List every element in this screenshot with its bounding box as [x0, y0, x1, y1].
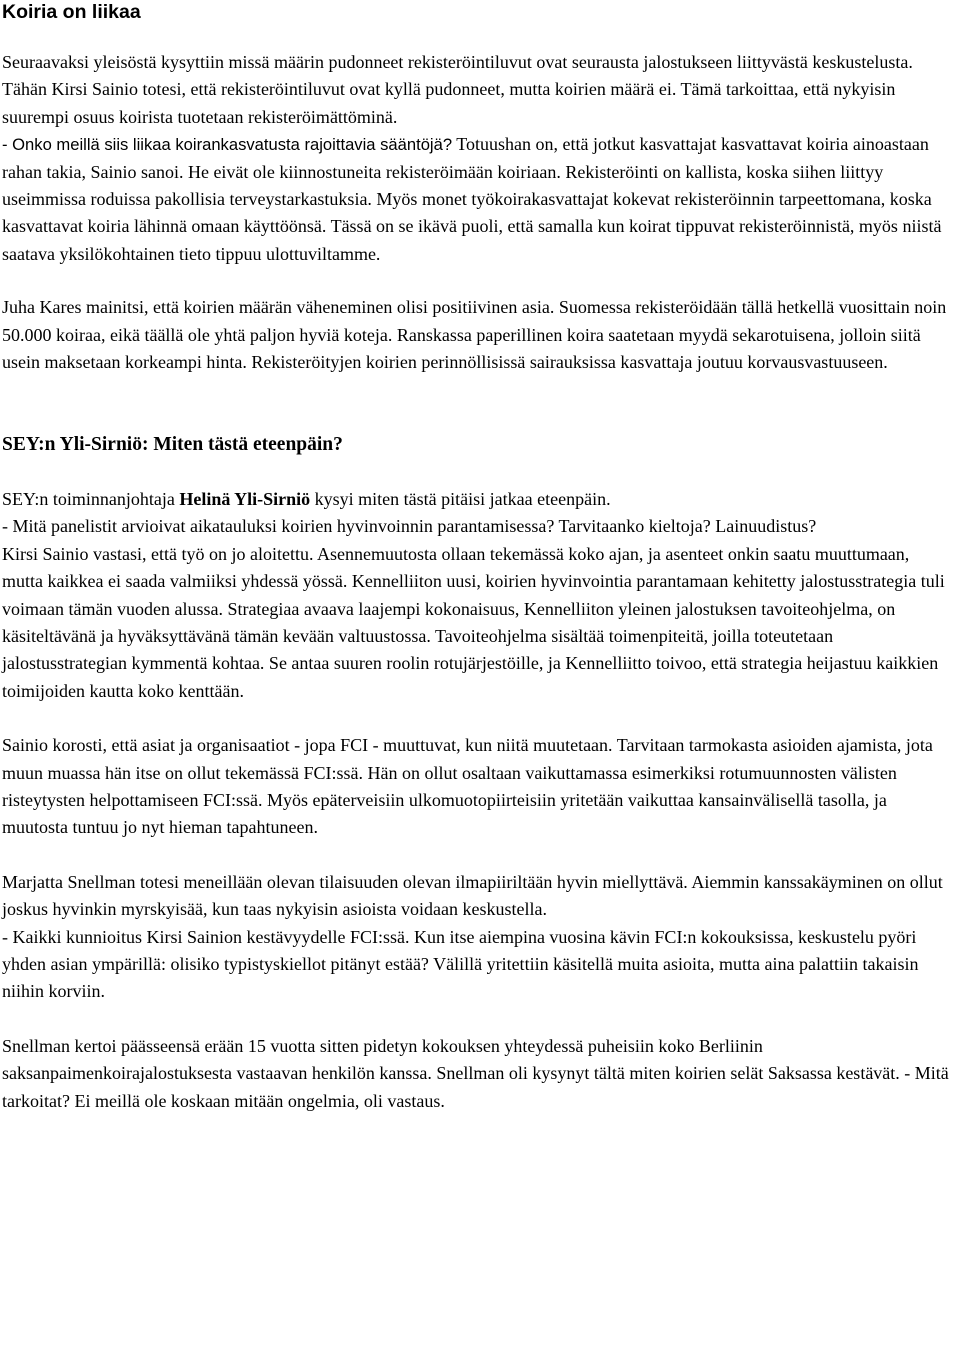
paragraph-text: Marjatta Snellman totesi meneillään olevan tilaisuuden olevan ilmapiiriltään hyvin miellyttävä. Aiemmin kanssakäyminen on ollut joskus hyvinkin myrskyisää, kun taas nykyisin asioista voidaan keskustella.: [2, 871, 943, 920]
paragraph-text: Totuushan on, että jotkut kasvattajat kasvattavat koiria ainoastaan rahan takia, Sainio sanoi. He eivät ole kiinnostuneita rekisteröimään koiriaan. Rekisteröinti on kallista, koska siihen liittyy useimmissa roduissa pakollisia terveystarkastuksia. Myös monet työkoirakasvattajat kokevat rekisteröinnin tarpeettomana, koska kasvattavat koiria lähinnä omaan käyttöönsä. Tässä on se ikävä puoli, että samalla kun koirat tippuvat rekisteröinnistä, myös niistä saatava yksilökohtainen tieto tippuu ulottuviltamme.: [2, 134, 942, 264]
paragraph-sainio: [2, 732, 952, 842]
paragraph-text: Kirsi Sainio vastasi, että työ on jo aloitettu. Asennemuutosta ollaan tekemässä koko ajan, ja asenteet onkin saatu muuttumaan, mutta kaikkea ei saada valmiiksi yhdessä yössä. Kennelliiton uusi, koirien hyvinvointia parantamaan kehitetty jalostusstrategia tuli voimaan tämän vuoden alussa. Strategiaa avaava laajempi kokonaisuus, Kennelliiton yleinen jalostuksen tavoiteohjelma, on käsiteltävänä ja hyväksyttävänä tämän kevään valtuustossa. Tavoiteohjelma sisältää toimenpiteitä, joilla toteutetaan jalostusstrategian kymmentä kohtaa. Se antaa suuren roolin rotujärjestöille, ja Kennelliitto toivoo, että strategia heijastuu kaikkien toimijoiden kautta koko kenttään.: [2, 543, 945, 701]
paragraph-text: Snellman kertoi päässeensä erään 15 vuotta sitten pidetyn kokouksen yhteydessä puheisiin koko Berliinin saksanpaimenkoirajalostuksesta vastaavan henkilön kanssa. Snellman oli kysynyt tältä miten koirien selät Saksassa kestävät. - Mitä tarkoitat? Ei meillä ole koskaan mitään ongelmia, oli vastaus.: [2, 1035, 949, 1111]
article-title: Koiria on liikaa: [2, 1, 141, 23]
paragraph-text: kysyi miten tästä pitäisi jatkaa eteenpäin.: [310, 488, 611, 509]
paragraph-snellman-berliini: [2, 1033, 952, 1115]
article: [2, 0, 952, 1115]
paragraph-text: Sainio korosti, että asiat ja organisaatiot - jopa FCI - muuttuvat, kun niitä muutetaan. Tarvitaan tarmokasta asioiden ajamista, jota muun muassa hän itse on ollut tekemässä FCI:ssä. Hän on ollut osaltaan vaikuttamassa esimerkiksi rotumuunnosten välisten risteytysten helpottamiseen FCI:ssä. Myös epäterveisiin ulkomuotopiirteisiin yritetään vaikuttaa kansainvälisellä tasolla, ja muutosta tuntuu jo nyt hieman tapahtuneen.: [2, 735, 933, 838]
paragraph-text: SEY:n toiminnanjohtaja: [2, 488, 180, 509]
person-name: Helinä Yli-Sirniö: [179, 488, 311, 509]
paragraph-rekisterointi: [2, 49, 952, 268]
question-text: - Onko meillä siis liikaa koirankasvatusta rajoittavia sääntöjä?: [2, 135, 453, 155]
section-heading: SEY:n Yli-Sirniö: Miten tästä eteenpäin?: [2, 434, 343, 456]
question-text: - Mitä panelistit arvioivat aikatauluksi koirien hyvinvoinnin parantamisessa? Tarvitaanko kieltoja? Lainuudistus?: [2, 516, 817, 537]
paragraph-text: Juha Kares mainitsi, että koirien määrän väheneminen olisi positiivinen asia. Suomessa rekisteröidään tällä hetkellä vuosittain noin 50.000 koiraa, eikä täällä ole yhtä paljon hyviä koteja. Ranskassa paperillinen koira saatetaan myydä sekarotuisena, jolloin siitä usein maksetaan korkeampi hinta. Rekisteröityjen koirien perinnöllisissä sairauksissa kasvattaja joutuu korvausvastuuseen.: [2, 297, 947, 373]
paragraph-text: Tähän Kirsi Sainio totesi, että rekisteröintiluvut ovat kyllä pudonneet, mutta koirien määrä ei. Tämä tarkoittaa, että nykyisin suurempi osuus koirista tuotetaan rekisteröimättöminä.: [2, 79, 896, 127]
quote-text: - Kaikki kunnioitus Kirsi Sainion kestävyydelle FCI:ssä. Kun itse aiempina vuosina kävin FCI:n kokouksissa, keskustelu pyöri yhden asian ympärillä: olisiko typistyskiellot pitänyt estää? Välillä yritettiin käsitellä muita asioita, mutta aina palattiin takaisin niihin korviin.: [2, 926, 919, 1002]
paragraph-snellman: [2, 869, 952, 1006]
paragraph-text: Seuraavaksi yleisöstä kysyttiin missä määrin pudonneet rekisteröintiluvut ovat seurausta jalostukseen liittyvästä keskustelusta.: [2, 52, 913, 72]
paragraph-kares: [2, 294, 952, 376]
paragraph-yli-sirnio: [2, 486, 952, 705]
